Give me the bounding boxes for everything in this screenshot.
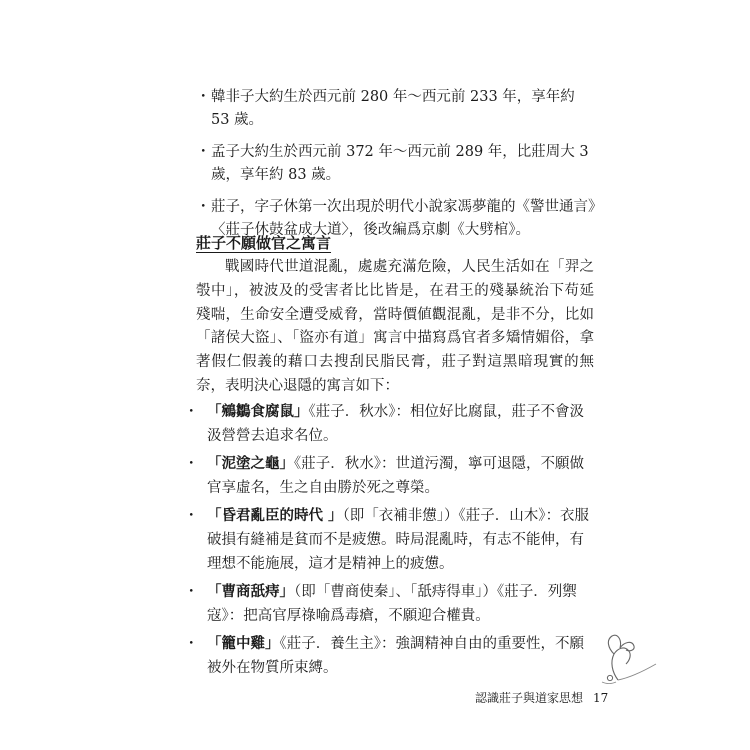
fact-bullet: [196, 141, 596, 187]
fable-list: [184, 400, 598, 684]
fact-bullet-text: 孟子大約生於西元前 372 年～西元前 289 年，比莊周大 3 歲，享年約 83 歲。: [211, 144, 589, 183]
page-footer: [475, 690, 608, 706]
fable-title: 「泥塗之龜」: [207, 455, 294, 472]
bullet-dot: ・: [184, 404, 199, 420]
fable-title: 「曹商舐痔」: [207, 583, 294, 600]
fact-bullet-text: 莊子，字子休第一次出現於明代小說家馮夢龍的《警世通言》〈莊子休鼓盆成大道〉，後改編爲京劇《大劈棺》。: [211, 199, 596, 238]
bullet-dot: ・: [196, 89, 211, 105]
fable-title: 「鵷鶵食腐鼠」: [207, 403, 309, 420]
fable-source: （即「衣補非憊」）《莊子．山木》: [342, 508, 546, 524]
bullet-dot: ・: [184, 508, 199, 524]
fable-source: （即「曹商使秦」、「舐痔得車」）《莊子．列禦寇》: [207, 584, 577, 624]
page-number: 17: [593, 691, 609, 705]
fable-item: [184, 400, 598, 448]
fact-bullet-list: [196, 86, 596, 251]
bullet-dot: ・: [184, 636, 199, 652]
fable-source: 《莊子．秋水》: [308, 404, 396, 420]
fable-text: ：衣服破損有縫補是貧而不是疲憊。時局混亂時，有志不能伸，有理想不能施展，這才是精神上的疲憊。: [207, 508, 590, 572]
butterfly-ornament-icon: [588, 628, 660, 688]
fact-bullet: [196, 86, 596, 132]
intro-paragraph: 戰國時代世道混亂，處處充滿危險，人民生活如在「羿之彀中」，被波及的受害者比比皆是，在君王的殘暴統治下苟延殘喘，生命安全遭受威脅，當時價値觀混亂，是非不分，比如「諸侯大盜」、「盜亦有道」寓言中描寫爲官者多矯情媚俗，拿著假仁假義的藉口去搜刮民脂民膏，莊子對這黑暗現實的無奈，表明決心退隱的寓言如下：: [196, 259, 594, 394]
fable-text: ：強調精神自由的重要性，不願被外在物質所束縛。: [207, 636, 584, 676]
fable-item: [184, 580, 598, 628]
fable-text: ：把高官厚祿喻爲毒瘡，不願迎合權貴。: [228, 608, 490, 624]
fable-item: [184, 632, 598, 680]
fable-item: [184, 504, 598, 576]
fact-bullet-text: 韓非子大約生於西元前 280 年～西元前 233 年，享年約 53 歲。: [211, 89, 575, 128]
bullet-dot: ・: [184, 456, 199, 472]
section-title: 莊子不願做官之寓言: [196, 234, 332, 252]
fable-source: 《莊子．養生主》: [279, 636, 381, 652]
fable-item: [184, 452, 598, 500]
fable-title: 「昏君亂臣的時代 」: [207, 507, 343, 524]
bullet-dot: ・: [196, 199, 211, 215]
bullet-dot: ・: [196, 144, 211, 160]
running-title: 認識莊子與道家思想: [475, 691, 584, 705]
fable-title: 「籠中雞」: [207, 635, 280, 652]
bullet-dot: ・: [184, 584, 199, 600]
fable-text: ：世道污濁，寧可退隱，不願做官享虛名，生之自由勝於死之尊榮。: [207, 456, 584, 496]
fable-text: ：相位好比腐鼠，莊子不會汲汲營營去追求名位。: [207, 404, 584, 444]
fable-source: 《莊子．秋水》: [294, 456, 381, 472]
